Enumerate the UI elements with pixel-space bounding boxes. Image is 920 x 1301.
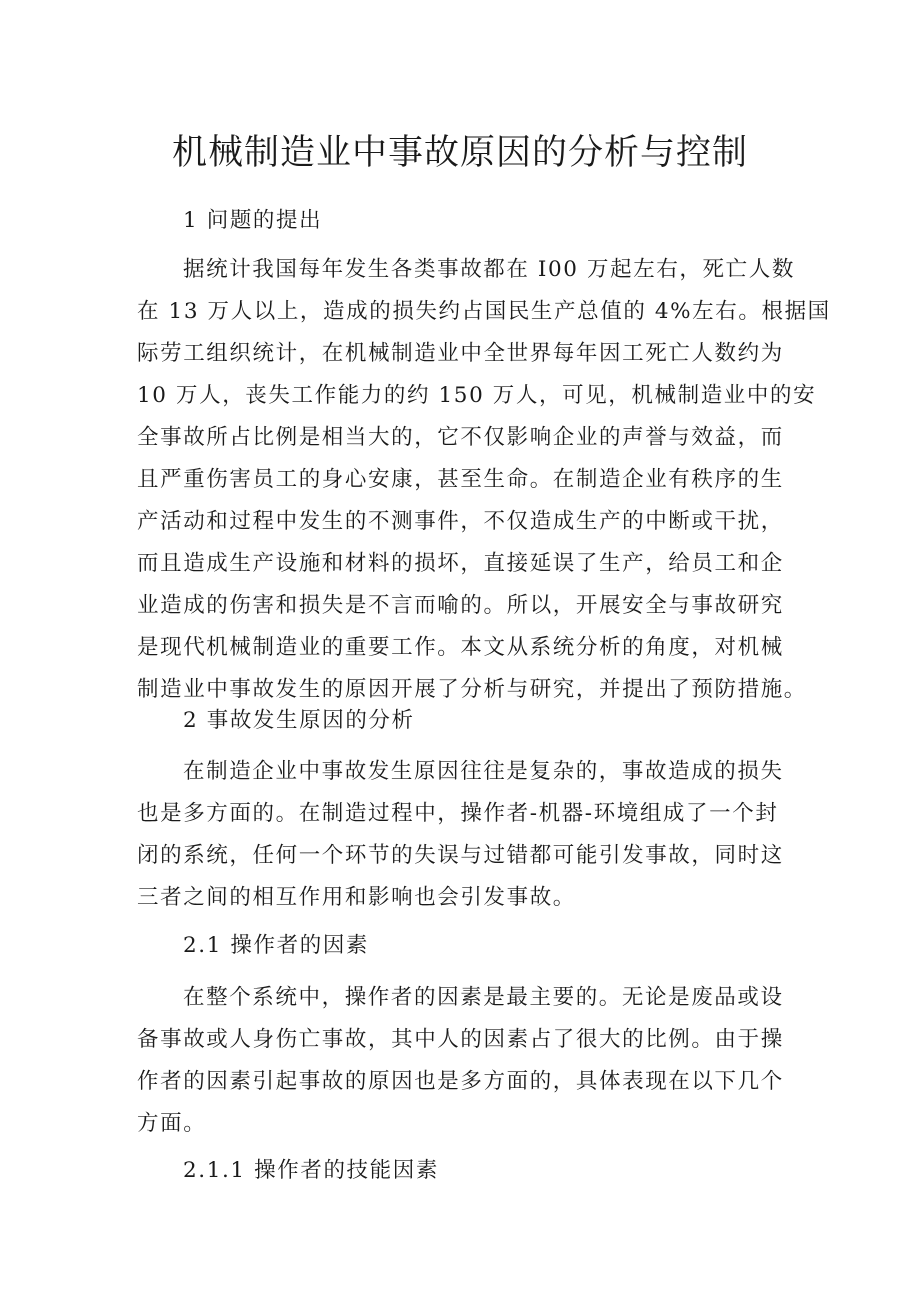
paragraph-line: 制造业中事故发生的原因开展了分析与研究，并提出了预防措施。 [137, 677, 807, 702]
section-2-paragraph-1 [137, 751, 807, 919]
section-heading-2-1-1: 2.1.1 操作者的技能因素 [183, 1158, 439, 1183]
paragraph-line: 产活动和过程中发生的不测事件，不仅造成生产的中断或干扰， [137, 509, 784, 534]
document-title: 机械制造业中事故原因的分析与控制 [171, 133, 748, 173]
paragraph-line: 据统计我国每年发生各类事故都在 I00 万起左右，死亡人数 [183, 257, 795, 282]
section-1-paragraph-1 [137, 249, 831, 711]
paragraph-line: 在 13 万人以上，造成的损失约占国民生产总值的 4%左右。根据国 [137, 299, 831, 324]
paragraph-line: 且严重伤害员工的身心安康，甚至生命。在制造企业有秩序的生 [137, 467, 784, 492]
paragraph-line: 在制造企业中事故发生原因往往是复杂的，事故造成的损失 [183, 759, 784, 784]
paragraph-line: 业造成的伤害和损失是不言而喻的。所以，开展安全与事故研究 [137, 593, 784, 618]
paragraph-line: 全事故所占比例是相当大的，它不仅影响企业的声誉与效益，而 [137, 425, 784, 450]
paragraph-line: 闭的系统，任何一个环节的失误与过错都可能引发事故，同时这 [137, 843, 784, 868]
paragraph-line: 际劳工组织统计，在机械制造业中全世界每年因工死亡人数约为 [137, 341, 784, 366]
section-heading-2-1: 2.1 操作者的因素 [183, 933, 370, 958]
paragraph-line: 也是多方面的。在制造过程中，操作者-机器-环境组成了一个封 [137, 801, 779, 826]
paragraph-line: 方面。 [137, 1111, 207, 1136]
paragraph-line: 在整个系统中，操作者的因素是最主要的。无论是废品或设 [183, 985, 784, 1010]
paragraph-line: 是现代机械制造业的重要工作。本文从系统分析的角度，对机械 [137, 635, 784, 660]
section-heading-2: 2 事故发生原因的分析 [183, 708, 415, 733]
paragraph-line: 而且造成生产设施和材料的损坏，直接延误了生产，给员工和企 [137, 551, 784, 576]
paragraph-line: 三者之间的相互作用和影响也会引发事故。 [137, 885, 576, 910]
section-heading-1: 1 问题的提出 [183, 208, 323, 233]
paragraph-line: 10 万人，丧失工作能力的约 150 万人，可见，机械制造业中的安 [137, 383, 817, 408]
paragraph-line: 备事故或人身伤亡事故，其中人的因素占了很大的比例。由于操 [137, 1027, 784, 1052]
paragraph-line: 作者的因素引起事故的原因也是多方面的，具体表现在以下几个 [137, 1069, 784, 1094]
section-2-1-paragraph-1 [137, 977, 807, 1145]
